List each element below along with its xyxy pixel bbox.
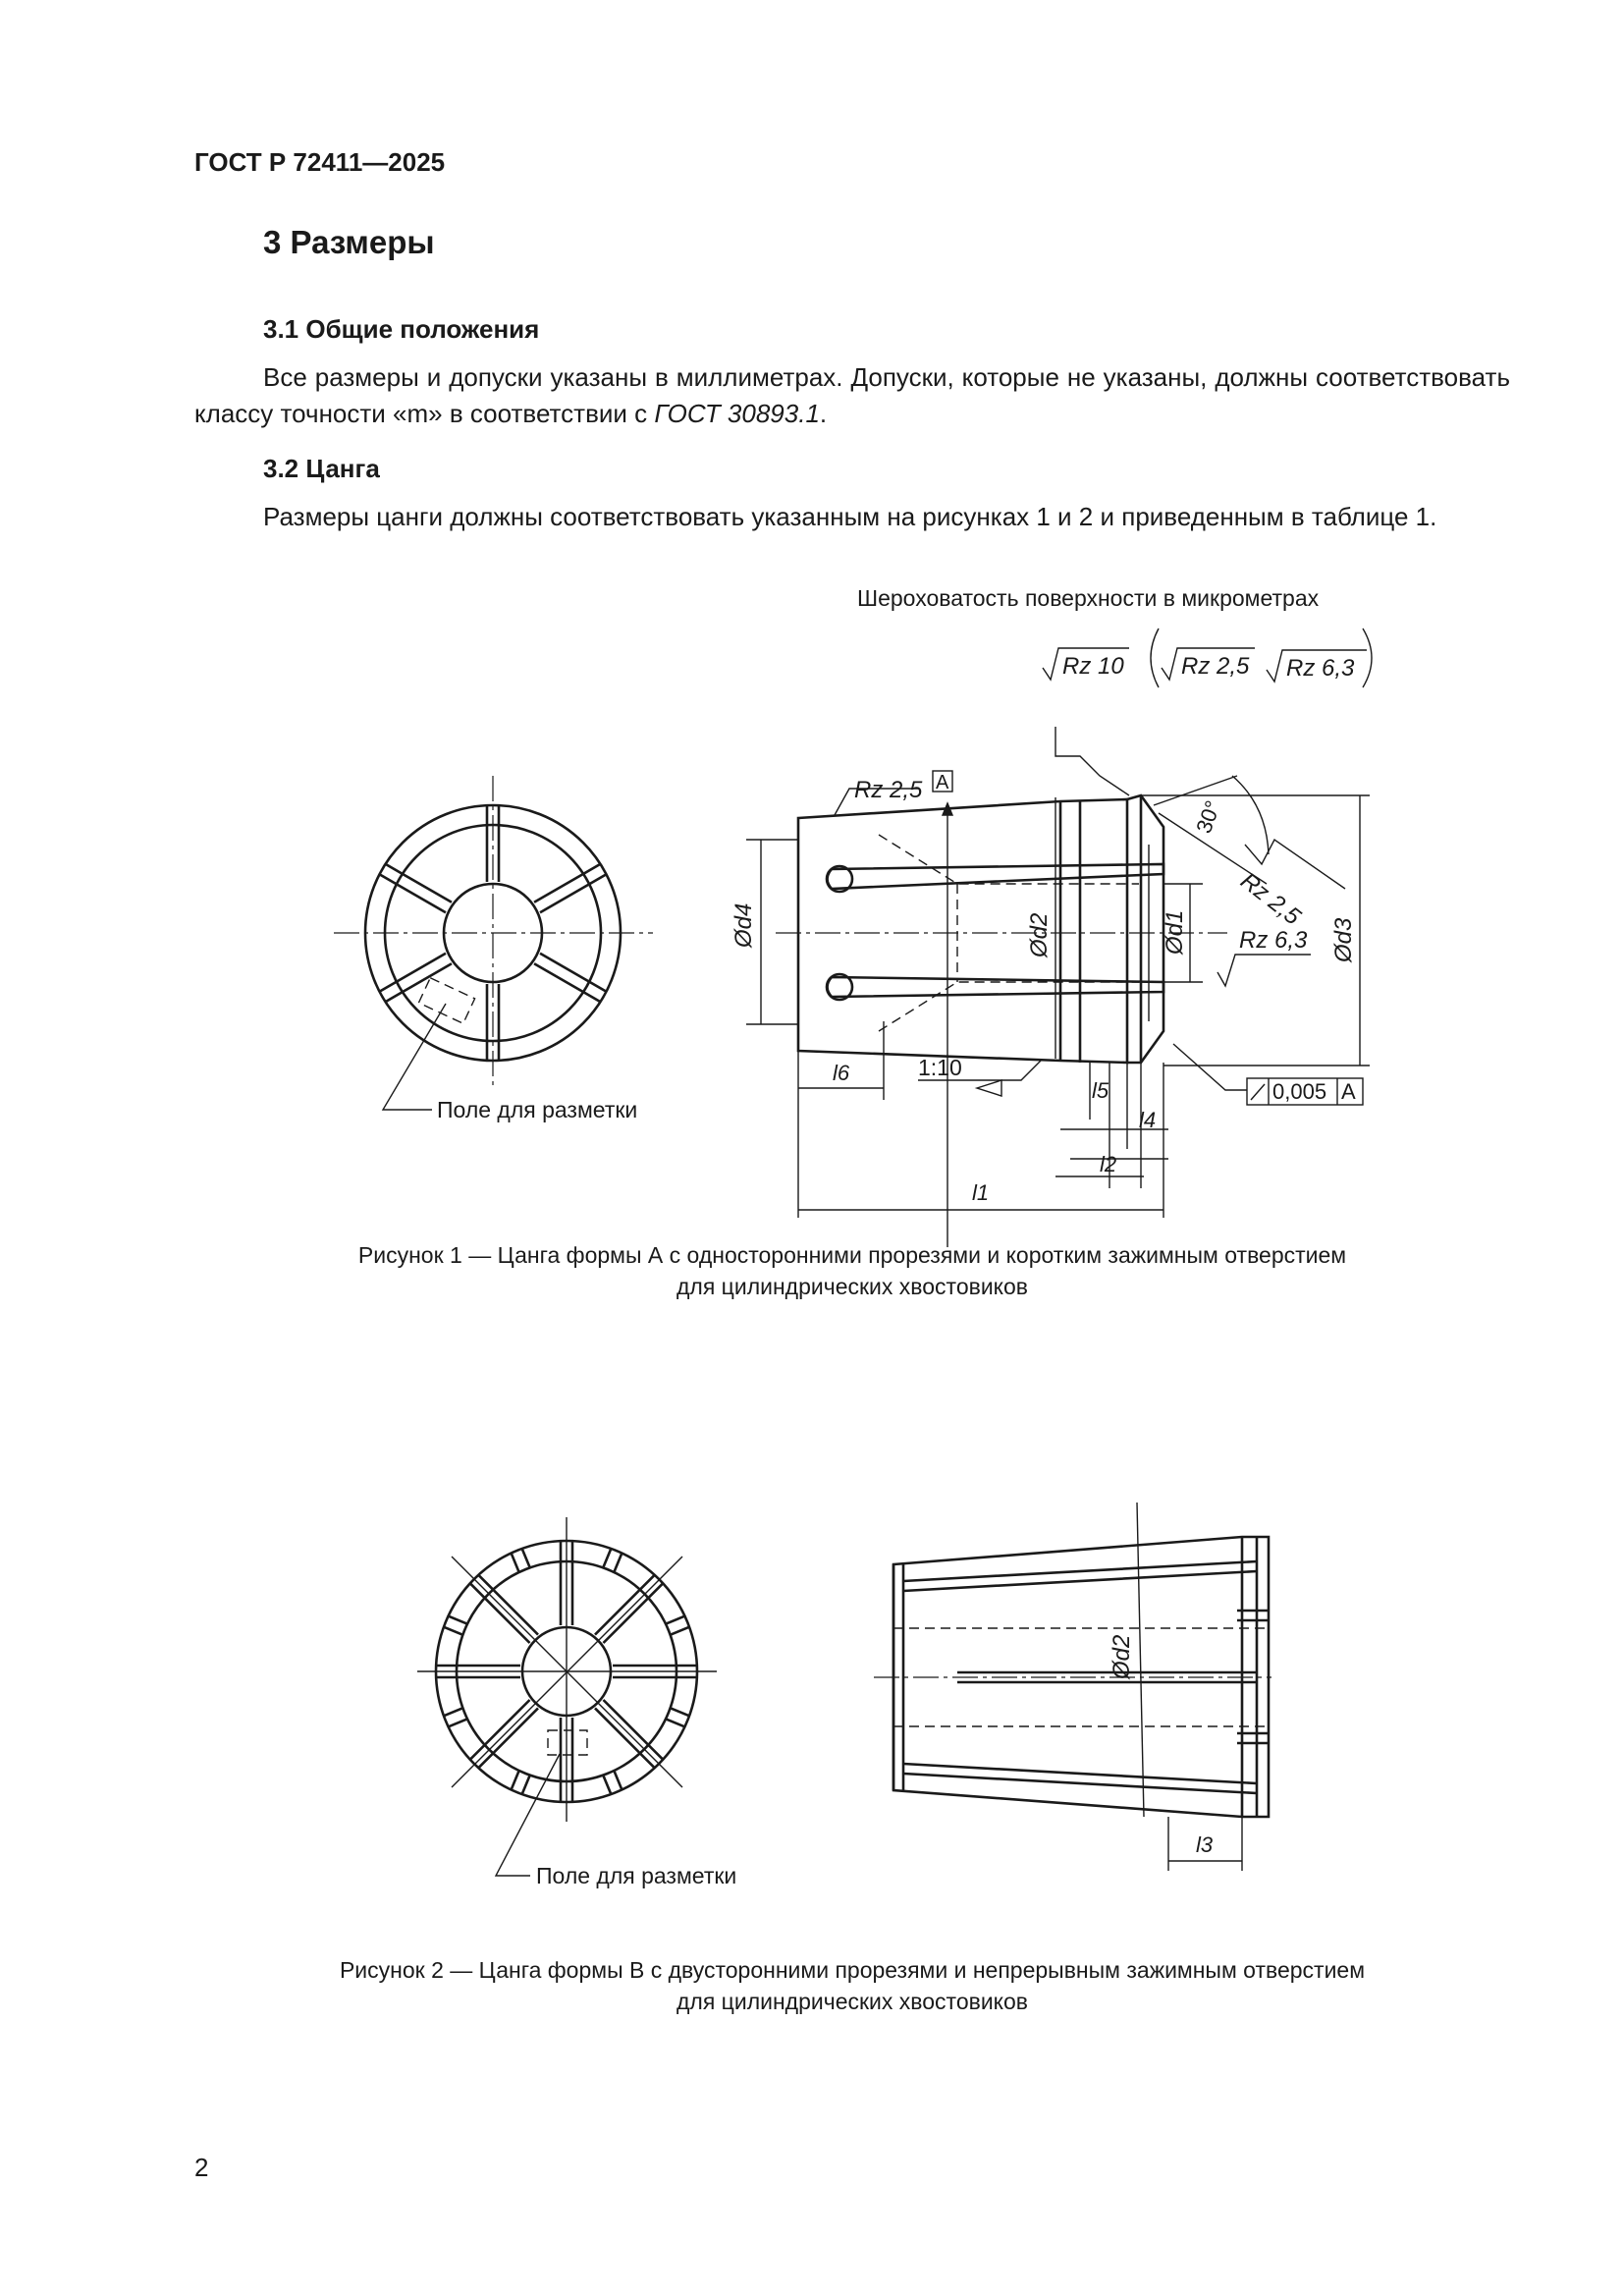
dim-l5-label: l5 bbox=[1092, 1078, 1109, 1103]
fig2-dim-l3-label: l3 bbox=[1196, 1832, 1214, 1857]
dim-d4-label: Ød4 bbox=[730, 902, 757, 948]
dim-l1-label: l1 bbox=[972, 1180, 990, 1205]
general-paragraph bbox=[194, 359, 1510, 432]
section-title: 3 Размеры bbox=[263, 224, 435, 260]
dim-d3-label: Ød3 bbox=[1330, 917, 1357, 962]
gost-reference: ГОСТ 30893.1 bbox=[654, 399, 820, 428]
figure-2-caption-line2: для цилиндрических хвостовиков bbox=[676, 1989, 1029, 2014]
figure-2-drawing bbox=[0, 1473, 1623, 1905]
slot-line bbox=[470, 1700, 538, 1768]
general-text-end: . bbox=[819, 399, 828, 428]
datum-label: A bbox=[936, 772, 949, 793]
marking-field-label-fig1: Поле для разметки bbox=[437, 1097, 638, 1122]
document-standard-number: ГОСТ Р 72411—2025 bbox=[194, 147, 446, 177]
figure-1-caption-line2: для цилиндрических хвостовиков bbox=[676, 1274, 1029, 1299]
roughness-paren-close bbox=[1363, 629, 1372, 687]
page-number: 2 bbox=[194, 2153, 209, 2182]
general-text: Все размеры и допуски указаны в миллиметрах. Допуски, которые не указаны, должны соответствовать классу точности «m» в соответствии с bbox=[194, 362, 1510, 428]
angle-label: 30° bbox=[1191, 796, 1226, 837]
slot-line bbox=[379, 864, 452, 912]
figure-1-drawing bbox=[0, 560, 1623, 1247]
rz-top-label: Rz 2,5 bbox=[854, 777, 923, 803]
collet-b-front-view bbox=[417, 1517, 717, 1876]
dim-l2-label: l2 bbox=[1100, 1152, 1117, 1176]
collet-b-side-view bbox=[874, 1503, 1271, 1871]
taper-label: 1:10 bbox=[918, 1055, 962, 1080]
rz-cone-label: Rz 2,5 bbox=[1235, 867, 1306, 931]
slot-line bbox=[379, 954, 452, 1002]
rz-bore-label: Rz 6,3 bbox=[1239, 927, 1308, 954]
collet-a-side-view bbox=[746, 727, 1370, 1247]
subsection-collet-title: 3.2 Цанга bbox=[263, 454, 380, 483]
tolerance-value: 0,005 bbox=[1272, 1079, 1327, 1104]
slot-line bbox=[534, 954, 607, 1002]
marking-field-label-fig2: Поле для разметки bbox=[536, 1863, 737, 1888]
dim-d1-label: Ød1 bbox=[1162, 909, 1188, 955]
figure-1-caption-line1: Рисунок 1 — Цанга формы А с односторонними прорезями и коротким зажимным отверстием bbox=[357, 1242, 1347, 1268]
roughness-alt2-label: Rz 6,3 bbox=[1286, 655, 1355, 682]
fig2-dim-d2-label: Ød2 bbox=[1109, 1634, 1135, 1679]
roughness-paren-open bbox=[1151, 629, 1159, 687]
figure-2-caption bbox=[194, 1954, 1510, 2017]
roughness-alt1-label: Rz 2,5 bbox=[1181, 653, 1250, 680]
slot-line bbox=[595, 1575, 663, 1643]
figure-1-caption bbox=[194, 1239, 1510, 1302]
dim-d2-label: Ød2 bbox=[1026, 912, 1053, 957]
figure-2-caption-line1: Рисунок 2 — Цанга формы В с двусторонними прорезями и непрерывным зажимным отверстием bbox=[339, 1957, 1366, 1983]
dim-l4-label: l4 bbox=[1139, 1108, 1157, 1132]
roughness-main-label: Rz 10 bbox=[1062, 653, 1124, 680]
collet-a-front-view bbox=[334, 776, 653, 1110]
dim-l6-label: l6 bbox=[833, 1061, 850, 1085]
collet-text: Размеры цанги должны соответствовать указанным на рисунках 1 и 2 и приведенным в таблице 1. bbox=[263, 502, 1437, 531]
collet-paragraph bbox=[194, 499, 1510, 535]
tolerance-datum: A bbox=[1341, 1079, 1356, 1104]
roughness-title: Шероховатость поверхности в микрометрах bbox=[857, 585, 1320, 611]
subsection-general-title: 3.1 Общие положения bbox=[263, 314, 540, 344]
slot-line bbox=[534, 864, 607, 912]
